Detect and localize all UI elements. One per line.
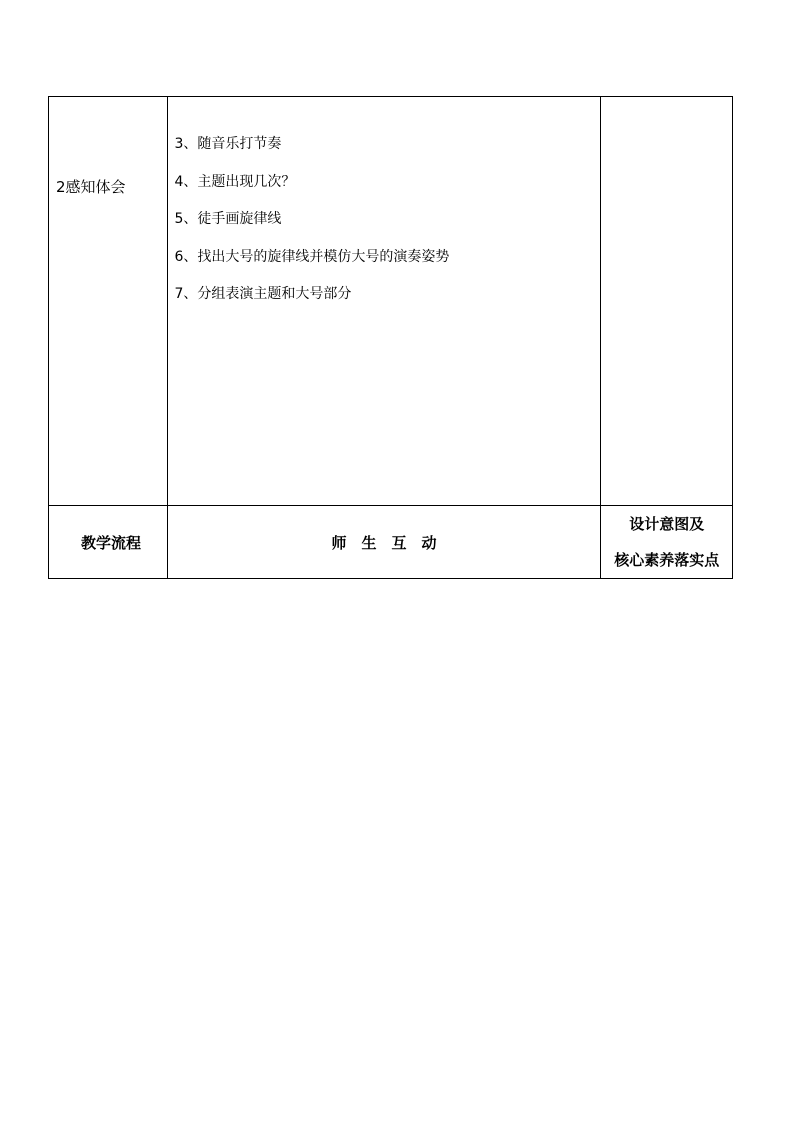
step-item: 6、找出大号的旋律线并模仿大号的演奏姿势 [174,248,450,265]
step-list [168,97,601,303]
step-item: 7、分组表演主题和大号部分 [174,286,352,302]
intent-heading-line1: 设计意图及 [629,515,705,533]
intent-heading [601,506,733,579]
header-row [49,506,733,579]
stage-label: 2感知体会 [56,178,126,196]
interaction-heading-text: 师 生 互 动 [331,533,437,552]
intent-heading-line2: 核心素养落实点 [614,551,720,569]
interaction-heading [167,506,601,579]
step-item: 5、徒手画旋律线 [174,211,282,227]
lesson-plan-table [48,96,733,579]
intent-cell [601,97,733,506]
step-item: 3、随音乐打节奏 [174,136,282,152]
step-item: 4、主题出现几次？ [174,173,296,190]
stage-heading: 教学流程 [49,506,168,579]
content-row [49,97,733,506]
stage-cell [49,97,168,506]
interaction-cell [167,97,601,506]
